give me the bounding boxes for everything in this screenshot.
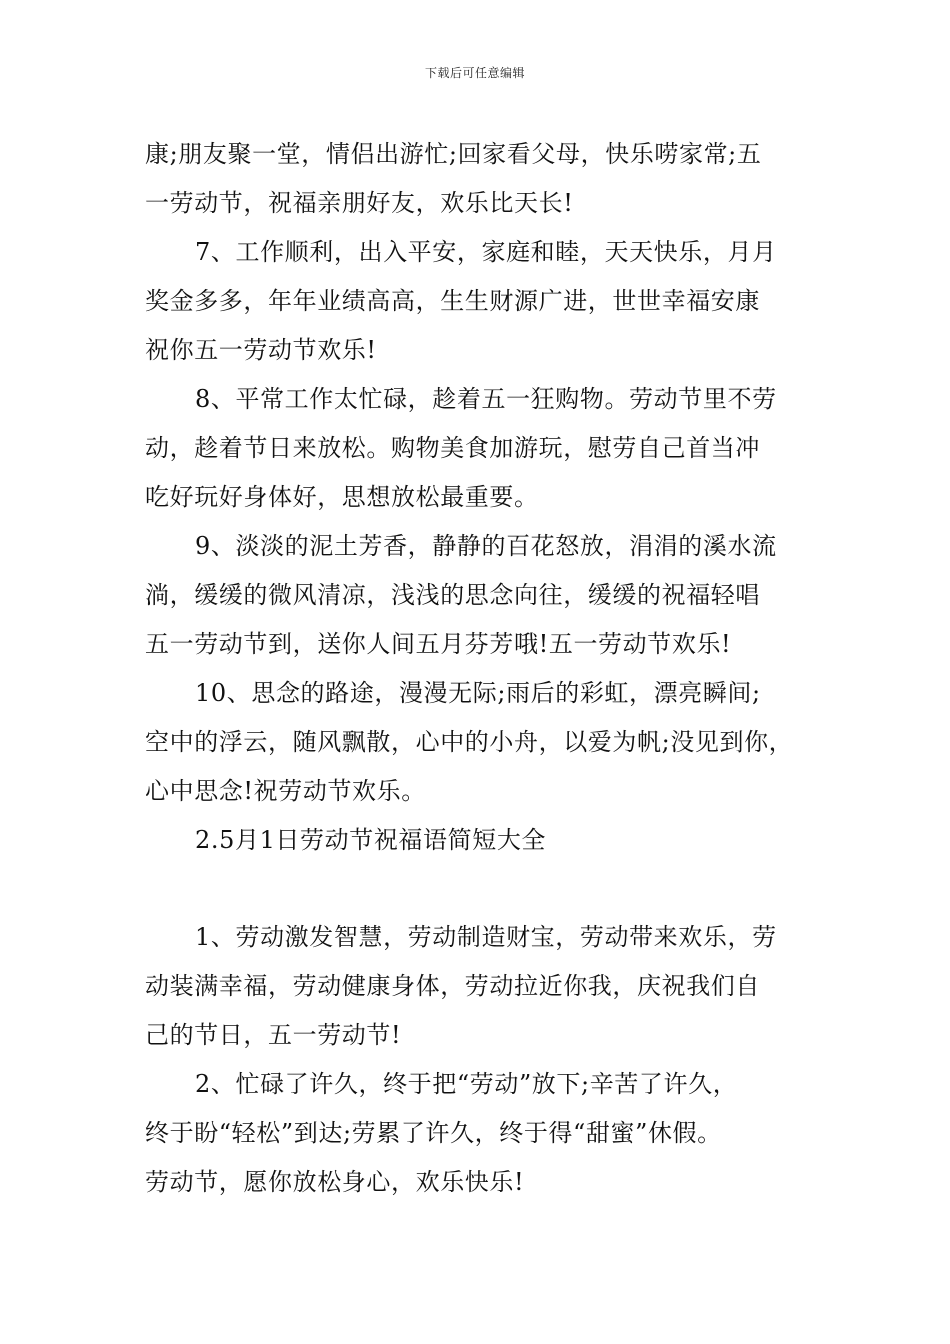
section-spacer (145, 865, 815, 913)
page-header-note: 下载后可任意编辑 (424, 66, 525, 80)
text-line: 8、平常工作太忙碌，趁着五一狂购物。劳动节里不劳 (195, 385, 777, 413)
section-heading: 2.5月1日劳动节祝福语简短大全 (195, 826, 547, 854)
paragraph-continuation (145, 130, 815, 228)
text-line: 己的节日，五一劳动节! (145, 1021, 402, 1049)
text-line: 劳动节，愿你放松身心，欢乐快乐! (145, 1168, 525, 1196)
text-line: 终于盼“轻松”到达;劳累了许久，终于得“甜蜜”休假。 (145, 1119, 722, 1147)
text-line: 空中的浮云，随风飘散，心中的小舟，以爱为帆;没见到你， (145, 728, 794, 756)
paragraph-item-10 (145, 669, 815, 816)
text-line: 动，趁着节日来放松。购物美食加游玩，慰劳自己首当冲 (145, 434, 760, 462)
text-line: 动装满幸福，劳动健康身体，劳动拉近你我，庆祝我们自 (145, 972, 760, 1000)
section-paragraph-item-1 (145, 913, 815, 1060)
text-line: 心中思念!祝劳动节欢乐。 (145, 777, 426, 805)
text-line: 一劳动节，祝福亲朋好友，欢乐比天长! (145, 189, 574, 217)
text-line: 吃好玩好身体好，思想放松最重要。 (145, 483, 539, 511)
text-line: 10、思念的路途，漫漫无际;雨后的彩虹，漂亮瞬间; (195, 679, 761, 707)
text-line: 祝你五一劳动节欢乐! (145, 336, 377, 364)
text-line: 五一劳动节到，送你人间五月芬芳哦!五一劳动节欢乐! (145, 630, 732, 658)
text-line: 1、劳动激发智慧，劳动制造财宝，劳动带来欢乐，劳 (195, 923, 777, 951)
text-line: 奖金多多，年年业绩高高，生生财源广进，世世幸福安康 (145, 287, 760, 315)
document-body (145, 130, 815, 1207)
paragraph-item-9 (145, 522, 815, 669)
text-line: 9、淡淡的泥土芳香，静静的百花怒放，涓涓的溪水流 (195, 532, 777, 560)
text-line: 康;朋友聚一堂，情侣出游忙;回家看父母，快乐唠家常;五 (145, 140, 762, 168)
text-line: 7、工作顺利，出入平安，家庭和睦，天天快乐，月月 (195, 238, 777, 266)
paragraph-item-8 (145, 375, 815, 522)
text-line: 淌，缓缓的微风清凉，浅浅的思念向往，缓缓的祝福轻唱 (145, 581, 760, 609)
text-line: 2、忙碌了许久，终于把“劳动”放下;辛苦了许久， (195, 1070, 738, 1098)
paragraph-item-7 (145, 228, 815, 375)
section-paragraph-item-2 (145, 1060, 815, 1207)
